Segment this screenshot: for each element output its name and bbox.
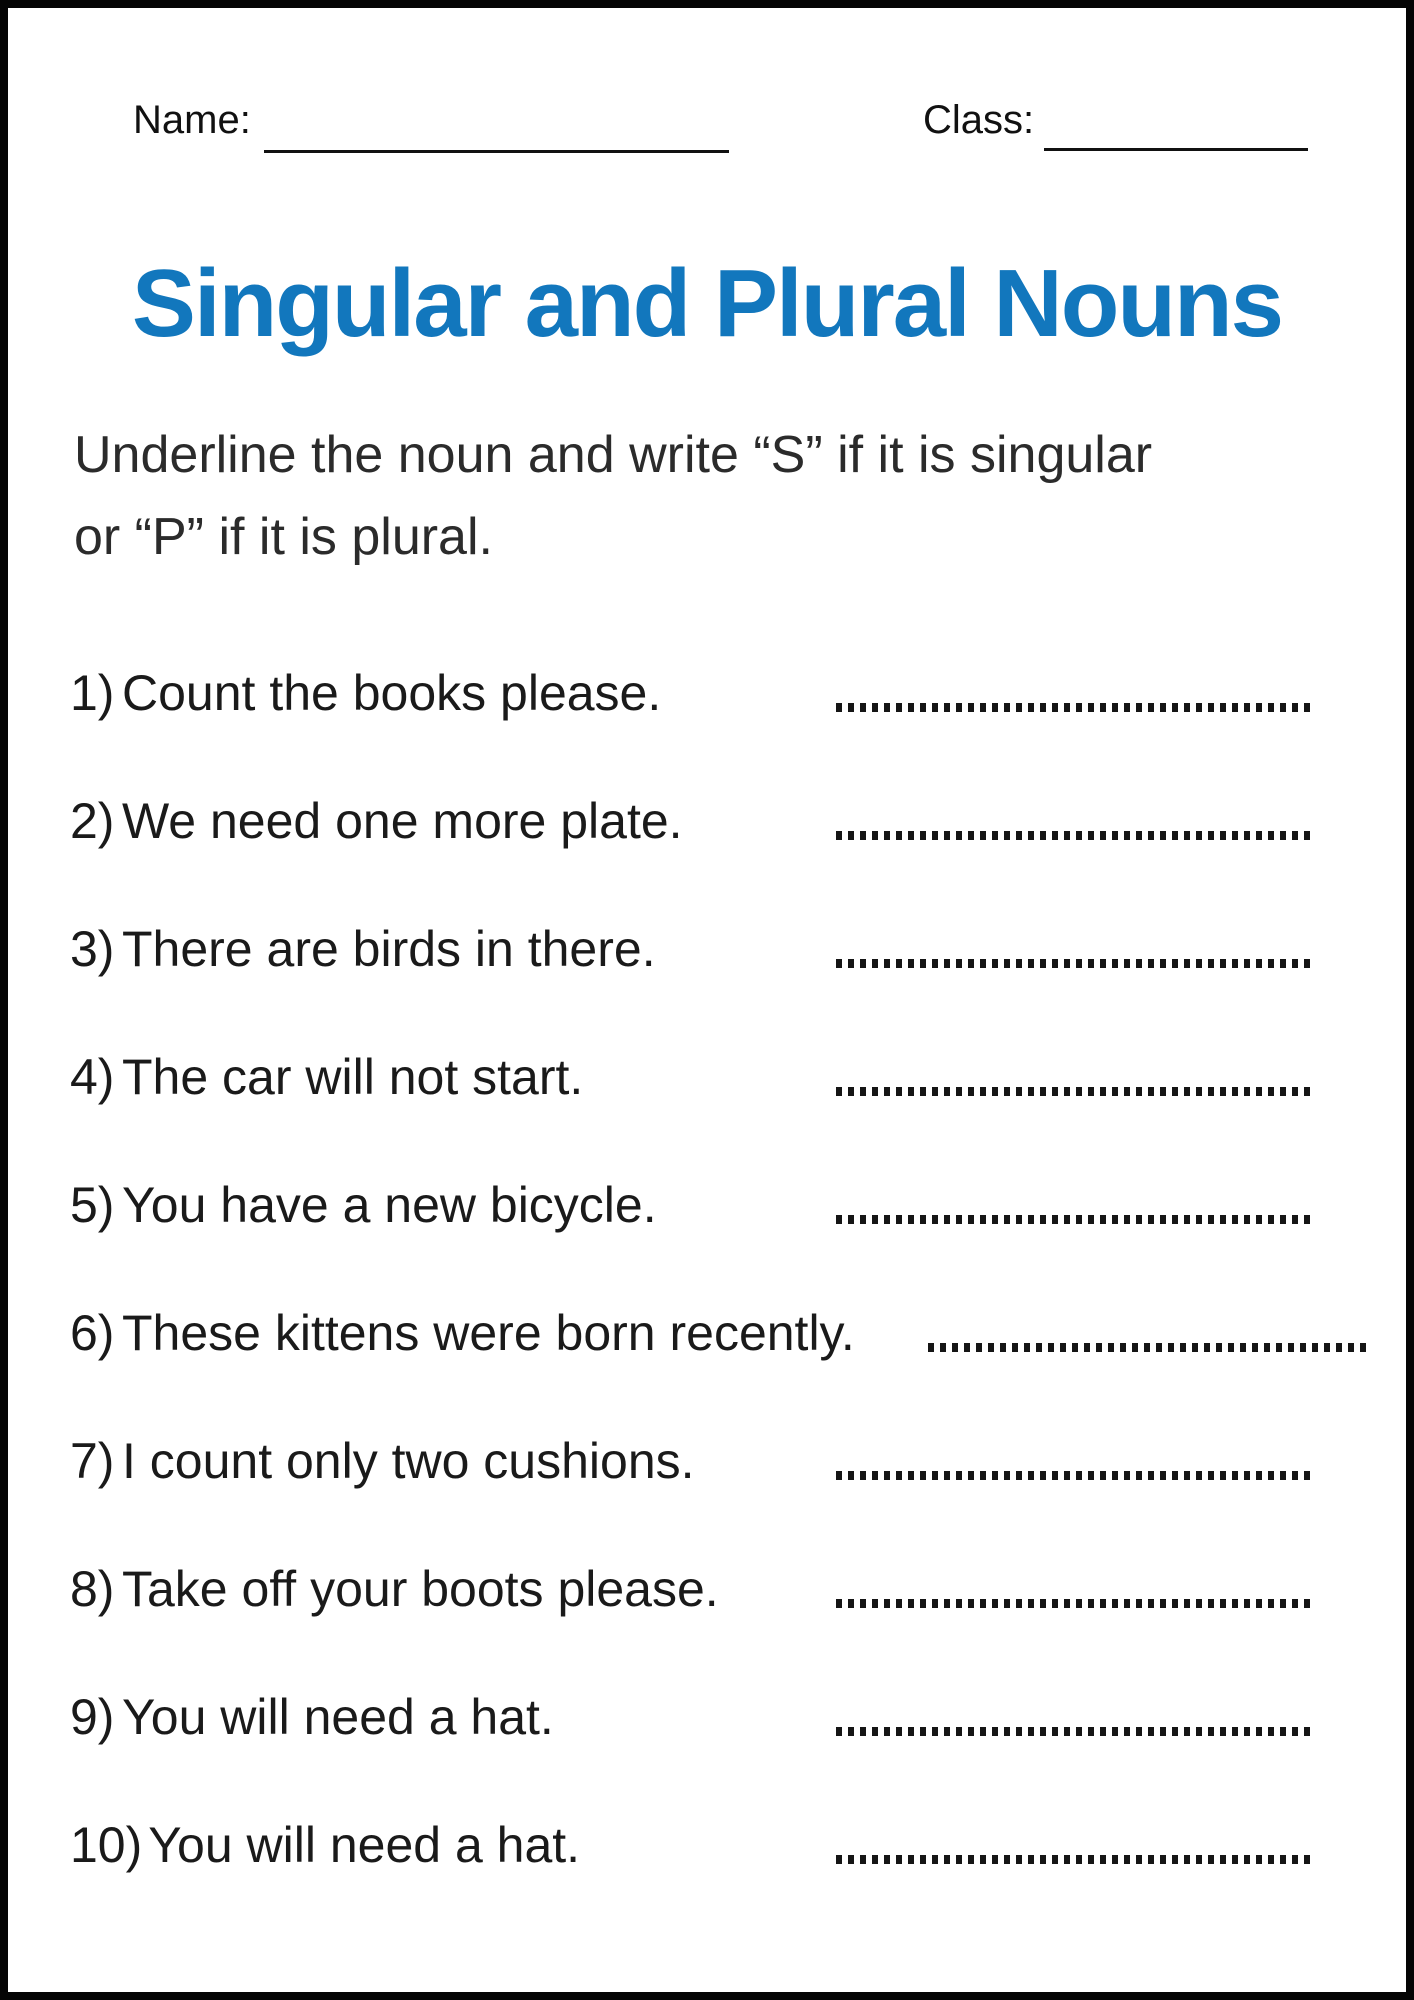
- item-number: 7): [70, 1433, 115, 1489]
- name-label: Name:: [133, 98, 251, 142]
- exercise-row: [8, 1013, 1406, 1141]
- item-number: 5): [70, 1177, 115, 1233]
- answer-dotted-line[interactable]: [836, 1087, 1311, 1096]
- answer-dotted-line[interactable]: [836, 1727, 1311, 1736]
- item-sentence: Count the books please.: [122, 665, 662, 721]
- name-write-line[interactable]: [264, 150, 729, 153]
- answer-dotted-line[interactable]: [836, 1599, 1311, 1608]
- item-number: 4): [70, 1049, 115, 1105]
- item-number: 8): [70, 1561, 115, 1617]
- exercise-row: [8, 629, 1406, 757]
- answer-dotted-line[interactable]: [836, 959, 1311, 968]
- item-number: 10): [70, 1817, 143, 1873]
- exercise-list: [8, 629, 1406, 1909]
- answer-dotted-line[interactable]: [836, 1471, 1311, 1480]
- answer-dotted-line[interactable]: [836, 1215, 1311, 1224]
- instructions-line-2: or “P” if it is plural.: [74, 508, 493, 566]
- item-sentence: You will need a hat.: [148, 1817, 581, 1873]
- answer-dotted-line[interactable]: [928, 1343, 1366, 1352]
- item-sentence: You have a new bicycle.: [122, 1177, 657, 1233]
- exercise-row: [8, 885, 1406, 1013]
- exercise-row: [8, 1525, 1406, 1653]
- item-number: 1): [70, 665, 115, 721]
- exercise-row: [8, 757, 1406, 885]
- class-label: Class:: [923, 98, 1035, 142]
- item-sentence: There are birds in there.: [122, 921, 656, 977]
- item-number: 9): [70, 1689, 115, 1745]
- item-sentence: You will need a hat.: [122, 1689, 554, 1745]
- answer-dotted-line[interactable]: [836, 831, 1311, 840]
- class-write-line[interactable]: [1044, 148, 1308, 151]
- item-sentence: The car will not start.: [122, 1049, 584, 1105]
- item-number: 3): [70, 921, 115, 977]
- exercise-row: [8, 1653, 1406, 1781]
- item-sentence: These kittens were born recently.: [122, 1305, 855, 1361]
- answer-dotted-line[interactable]: [836, 703, 1311, 712]
- instructions-line-1: Underline the noun and write “S” if it is singular: [74, 426, 1153, 484]
- item-sentence: We need one more plate.: [122, 793, 683, 849]
- exercise-row: [8, 1269, 1406, 1397]
- exercise-row: [8, 1781, 1406, 1909]
- instructions: [74, 414, 1376, 578]
- exercise-row: [8, 1141, 1406, 1269]
- answer-dotted-line[interactable]: [836, 1855, 1311, 1864]
- item-sentence: I count only two cushions.: [122, 1433, 695, 1489]
- item-number: 2): [70, 793, 115, 849]
- item-number: 6): [70, 1305, 115, 1361]
- exercise-row: [8, 1397, 1406, 1525]
- item-sentence: Take off your boots please.: [122, 1561, 719, 1617]
- page-title: Singular and Plural Nouns: [131, 250, 1283, 357]
